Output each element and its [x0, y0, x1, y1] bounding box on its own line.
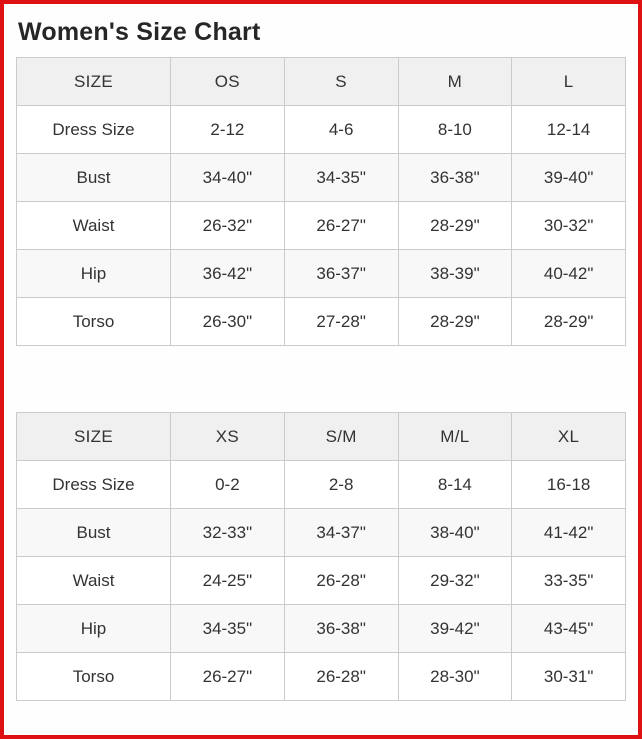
column-header-os: OS	[171, 58, 285, 106]
size-cell: 26-32"	[171, 202, 285, 250]
table-row-torso	[17, 653, 626, 701]
size-cell: 26-27"	[284, 202, 398, 250]
row-label: Torso	[17, 653, 171, 701]
size-cell: 28-29"	[398, 202, 512, 250]
size-cell: 39-42"	[398, 605, 512, 653]
row-label: Torso	[17, 298, 171, 346]
table-row-bust	[17, 509, 626, 557]
size-cell: 32-33"	[171, 509, 285, 557]
size-cell: 43-45"	[512, 605, 626, 653]
size-cell: 30-31"	[512, 653, 626, 701]
table-header-row	[17, 58, 626, 106]
size-cell: 4-6	[284, 106, 398, 154]
size-cell: 30-32"	[512, 202, 626, 250]
size-cell: 8-10	[398, 106, 512, 154]
size-cell: 8-14	[398, 461, 512, 509]
size-cell: 38-40"	[398, 509, 512, 557]
column-header-l: L	[512, 58, 626, 106]
row-label: Dress Size	[17, 106, 171, 154]
table-row-waist	[17, 202, 626, 250]
size-cell: 38-39"	[398, 250, 512, 298]
size-cell: 41-42"	[512, 509, 626, 557]
size-cell: 40-42"	[512, 250, 626, 298]
size-cell: 26-28"	[284, 557, 398, 605]
table-row-hip	[17, 250, 626, 298]
column-header-s: S	[284, 58, 398, 106]
size-cell: 34-37"	[284, 509, 398, 557]
table-row-hip	[17, 605, 626, 653]
table-row-dress-size	[17, 461, 626, 509]
column-header-xl: XL	[512, 413, 626, 461]
table-row-dress-size	[17, 106, 626, 154]
size-cell: 34-40"	[171, 154, 285, 202]
size-cell: 39-40"	[512, 154, 626, 202]
size-cell: 34-35"	[284, 154, 398, 202]
size-cell: 26-30"	[171, 298, 285, 346]
size-cell: 36-38"	[284, 605, 398, 653]
column-header-ml: M/L	[398, 413, 512, 461]
size-cell: 28-30"	[398, 653, 512, 701]
size-cell: 33-35"	[512, 557, 626, 605]
size-table-standard	[16, 57, 626, 346]
size-cell: 27-28"	[284, 298, 398, 346]
column-header-size: SIZE	[17, 413, 171, 461]
column-header-size: SIZE	[17, 58, 171, 106]
row-label: Bust	[17, 154, 171, 202]
size-cell: 28-29"	[512, 298, 626, 346]
row-label: Dress Size	[17, 461, 171, 509]
size-cell: 28-29"	[398, 298, 512, 346]
size-table-extended	[16, 412, 626, 701]
row-label: Bust	[17, 509, 171, 557]
size-cell: 34-35"	[171, 605, 285, 653]
table-row-torso	[17, 298, 626, 346]
size-cell: 0-2	[171, 461, 285, 509]
size-cell: 36-37"	[284, 250, 398, 298]
size-cell: 36-42"	[171, 250, 285, 298]
table-row-bust	[17, 154, 626, 202]
size-cell: 26-27"	[171, 653, 285, 701]
size-cell: 26-28"	[284, 653, 398, 701]
size-cell: 2-12	[171, 106, 285, 154]
row-label: Waist	[17, 557, 171, 605]
size-cell: 12-14	[512, 106, 626, 154]
row-label: Hip	[17, 605, 171, 653]
size-cell: 29-32"	[398, 557, 512, 605]
page-title: Women's Size Chart	[18, 18, 261, 46]
column-header-sm: S/M	[284, 413, 398, 461]
row-label: Hip	[17, 250, 171, 298]
size-cell: 2-8	[284, 461, 398, 509]
size-cell: 16-18	[512, 461, 626, 509]
table-header-row	[17, 413, 626, 461]
column-header-xs: XS	[171, 413, 285, 461]
row-label: Waist	[17, 202, 171, 250]
size-cell: 24-25"	[171, 557, 285, 605]
column-header-m: M	[398, 58, 512, 106]
table-row-waist	[17, 557, 626, 605]
size-cell: 36-38"	[398, 154, 512, 202]
